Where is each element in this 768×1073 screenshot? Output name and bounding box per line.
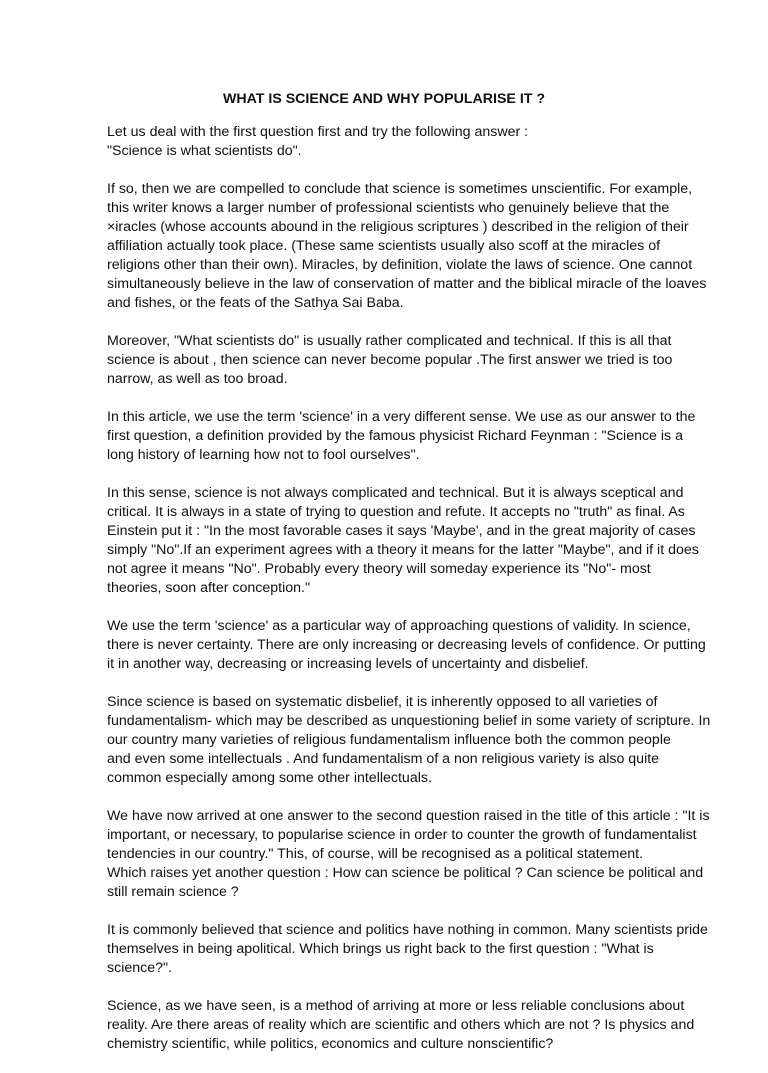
text-line: affiliation actually took place. (These same scientists usually also scoff at the miracles of [107,238,661,254]
paragraph [107,693,711,788]
text-line: long history of learning how not to fool ourselves". [107,447,420,463]
text-line: Which raises yet another question : How can science be political ? Can science be political and [107,865,704,881]
paragraph [107,997,695,1054]
text-line: science?". [107,960,172,976]
text-line: ×iracles (whose accounts abound in the religious scriptures ) described in the religion of their [107,219,689,235]
document-body [107,123,711,1073]
paragraph [107,123,687,161]
text-line: reality. Are there areas of reality which are scientific and others which are not ? Is physics and [107,1017,695,1033]
text-line: In this sense, science is not always complicated and technical. But it is always sceptical and [107,485,684,501]
text-line: If so, then we are compelled to conclude that science is sometimes unscientific. For example, [107,181,693,197]
text-line: "Science is what scientists do". [107,143,302,159]
text-line: still remain science ? [107,884,239,900]
text-line: science is about , then science can never become popular .The first answer we tried is too [107,352,673,368]
document-title: WHAT IS SCIENCE AND WHY POPULARISE IT ? [222,91,546,107]
text-line: not agree it means "No". Probably every theory will someday experience its "No"- most [107,561,651,577]
text-line: Science, as we have seen, is a method of arriving at more or less reliable conclusions about [107,998,685,1014]
paragraph [107,408,696,465]
text-line: Einstein put it : "In the most favorable cases it says 'Maybe', and in the great majority of cases [107,523,696,539]
text-line: and even some intellectuals . And fundamentalism of a non religious variety is also quite [107,751,660,767]
text-line: first question, a definition provided by the famous physicist Richard Feynman : "Science is a [107,428,683,444]
text-line: Since science is based on systematic disbelief, it is inherently opposed to all varieties of [107,694,658,710]
text-line: In this article, we use the term 'science' in a very different sense. We use as our answer to the [107,409,696,425]
text-line: there is never certainty. There are only increasing or decreasing levels of confidence. Or putting [107,637,706,653]
paragraph [107,617,706,674]
text-line: simultaneously believe in the law of conservation of matter and the biblical miracle of the loaves [107,276,707,292]
text-line: Moreover, "What scientists do" is usually rather complicated and technical. If this is all that [107,333,672,349]
paragraph [107,180,707,313]
text-line: fundamentalism- which may be described as unquestioning belief in some variety of scripture. In [107,713,711,729]
text-line: We have now arrived at one answer to the second question raised in the title of this article : "It is [107,808,710,824]
paragraph [107,484,699,598]
text-line: theories, soon after conception." [107,580,310,596]
text-line: and fishes, or the feats of the Sathya Sai Baba. [107,295,404,311]
text-line: critical. It is always in a state of trying to question and refute. It accepts no "truth" as final. As [107,504,685,520]
text-line: tendencies in our country." This, of course, will be recognised as a political statement. [107,846,644,862]
text-line: important, or necessary, to popularise science in order to counter the growth of fundamentalist [107,827,697,843]
text-line: simply "No".If an experiment agrees with a theory it means for the latter "Maybe", and if it does [107,542,699,558]
text-line: It is commonly believed that science and politics have nothing in common. Many scientists pride [107,922,708,938]
text-line: common especially among some other intellectuals. [107,770,432,786]
text-line: religions other than their own). Miracles, by definition, violate the laws of science. One cannot [107,257,693,273]
text-line: We use the term 'science' as a particular way of approaching questions of validity. In science, [107,618,691,634]
text-line: narrow, as well as too broad. [107,371,288,387]
text-line: chemistry scientific, while politics, economics and culture nonscientific? [107,1036,554,1052]
text-line: themselves in being apolitical. Which brings us right back to the first question : "What is [107,941,654,957]
paragraph [107,807,710,902]
text-line: our country many varieties of religious fundamentalism influence both the common people [107,732,671,748]
text-line: Let us deal with the first question first and try the following answer : [107,124,529,140]
text-line: this writer knows a larger number of professional scientists who genuinely believe that the [107,200,670,216]
paragraph [107,332,687,389]
paragraph [107,921,708,978]
text-line: it in another way, decreasing or increasing levels of uncertainty and disbelief. [107,656,589,672]
